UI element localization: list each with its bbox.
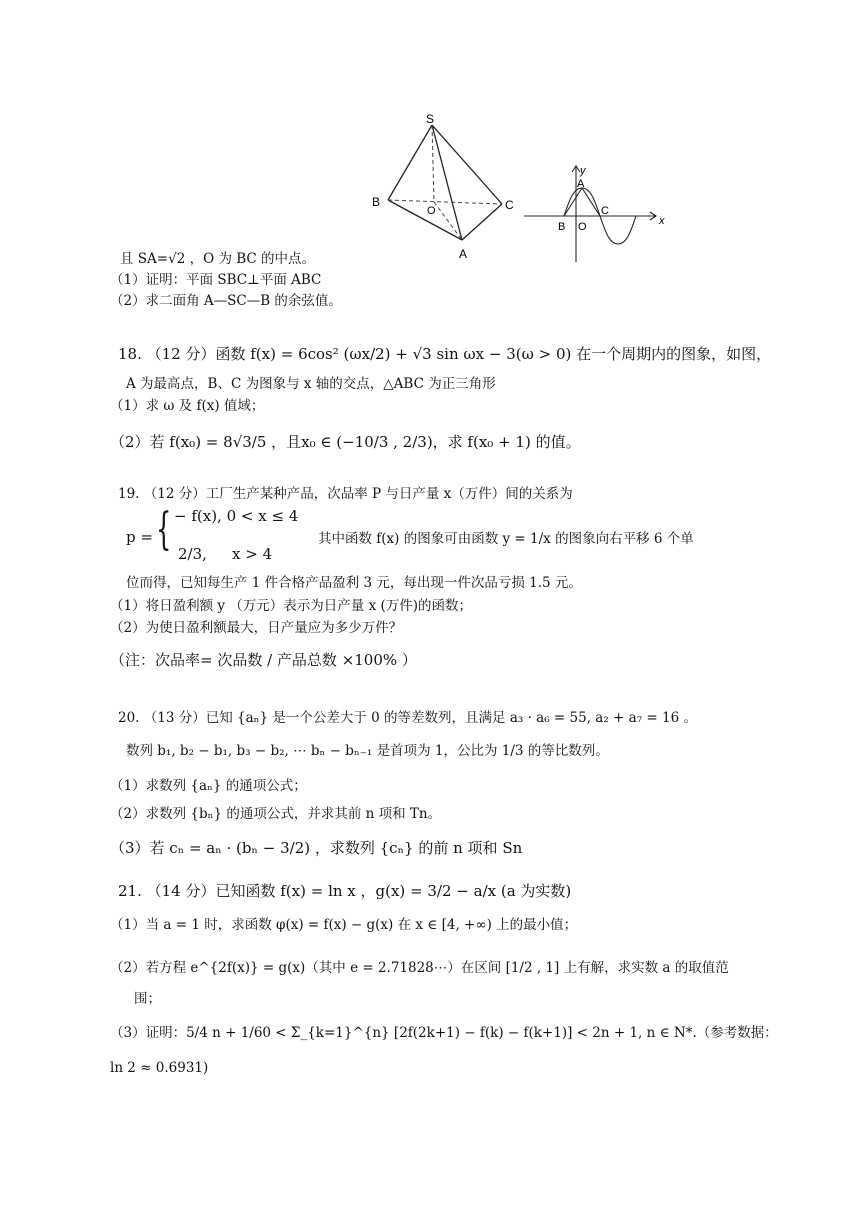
label-y: y (580, 165, 586, 177)
q17-part2: （2）求二面角 A—SC—B 的余弦值。 (110, 293, 342, 309)
label-o: O (427, 205, 436, 217)
q18-part1: （1）求 ω 及 f(x) 值域； (110, 398, 265, 414)
q19-p-label: p = (126, 528, 153, 546)
q17-line1: 且 SA=√2 ，O 为 BC 的中点。 (120, 251, 316, 267)
q19-part1: （1）将日盈利额 y （万元）表示为日产量 x (万件)的函数； (110, 598, 473, 614)
q19-line1: 19. （12 分）工厂生产某种产品，次品率 P 与日产量 x（万件）间的关系为 (118, 486, 573, 502)
q20-part3: （3）若 cₙ = aₙ · (bₙ − 3/2) ，求数列 {cₙ} 的前 n 项和 Sn (110, 839, 523, 857)
q21-part2b: 围； (134, 991, 161, 1007)
q18-line1: 18. （12 分）函数 f(x) = 6cos² (ωx/2) + √3 sin ωx − 3(ω > 0) 在一个周期内的图象，如图， (118, 345, 772, 363)
label-x: x (659, 215, 665, 227)
label-a2: A (577, 178, 585, 190)
q19-case1: − f(x), 0 < x ≤ 4 (174, 507, 299, 525)
q21-part2a: （2）若方程 e^{2f(x)} = g(x)（其中 e = 2.71828⋯）在区间 [1/2 , 1] 上有解，求实数 a 的取值范 (110, 960, 729, 976)
q21-line1: 21. （14 分）已知函数 f(x) = ln x ，g(x) = 3/2 − a/x (a 为实数) (118, 882, 572, 900)
q18-part2: （2）若 f(x₀) = 8√3/5 ，且x₀ ∈ (−10/3 , 2/3)，求 f(x₀ + 1) 的值。 (110, 433, 581, 451)
tetrahedron-figure (360, 108, 530, 266)
q18-line2: A 为最高点，B、C 为图象与 x 轴的交点，△ABC 为正三角形 (126, 376, 496, 392)
q17-part1: （1）证明：平面 SBC⊥平面 ABC (110, 272, 322, 288)
q20-part2: （2）求数列 {bₙ} 的通项公式，并求其前 n 项和 Tn。 (110, 806, 442, 822)
label-c2: C (601, 205, 609, 217)
q19-brace: { (156, 504, 172, 555)
q20-part1: （1）求数列 {aₙ} 的通项公式； (110, 778, 307, 794)
q21-part1: （1）当 a = 1 时，求函数 φ(x) = f(x) − g(x) 在 x ∈ [4, +∞) 上的最小值； (110, 917, 578, 933)
label-b: B (372, 195, 381, 209)
q19-note: （注：次品率= 次品数 / 产品总数 ×100% ） (110, 651, 417, 669)
q19-case2-cond: x > 4 (232, 545, 273, 563)
q19-mid: 其中函数 f(x) 的图象可由函数 y = 1/x 的图象向右平移 6 个单 (318, 531, 694, 547)
label-c: C (505, 198, 514, 212)
q20-line2: 数列 b₁, b₂ − b₁, b₃ − b₂, ⋯ bₙ − bₙ₋₁ 是首项为 1，公比为 1/3 的等比数列。 (126, 743, 609, 759)
q19-part2: （2）为使日盈利额最大，日产量应为多少万件？ (110, 620, 403, 636)
sine-graph-figure (520, 160, 670, 266)
label-o2: O (578, 221, 587, 233)
q19-case2-value: 2/3, (178, 545, 207, 563)
label-b2: B (558, 221, 566, 233)
q20-line1: 20. （13 分）已知 {aₙ} 是一个公差大于 0 的等差数列，且满足 a₃ · a₆ = 55, a₂ + a₇ = 16 。 (118, 710, 697, 726)
q19-line3: 位而得，已知每生产 1 件合格产品盈利 3 元，每出现一件次品亏损 1.5 元。 (126, 575, 582, 591)
label-s: S (426, 112, 435, 126)
q21-part3: （3）证明：5/4 n + 1/60 < Σ_{k=1}^{n} [2f(2k+1) − f(k) − f(k+1)] < 2n + 1, n ∈ N*.（参考数据： (110, 1025, 778, 1041)
q21-part3b: ln 2 ≈ 0.6931) (110, 1060, 209, 1076)
label-a: A (459, 247, 468, 261)
